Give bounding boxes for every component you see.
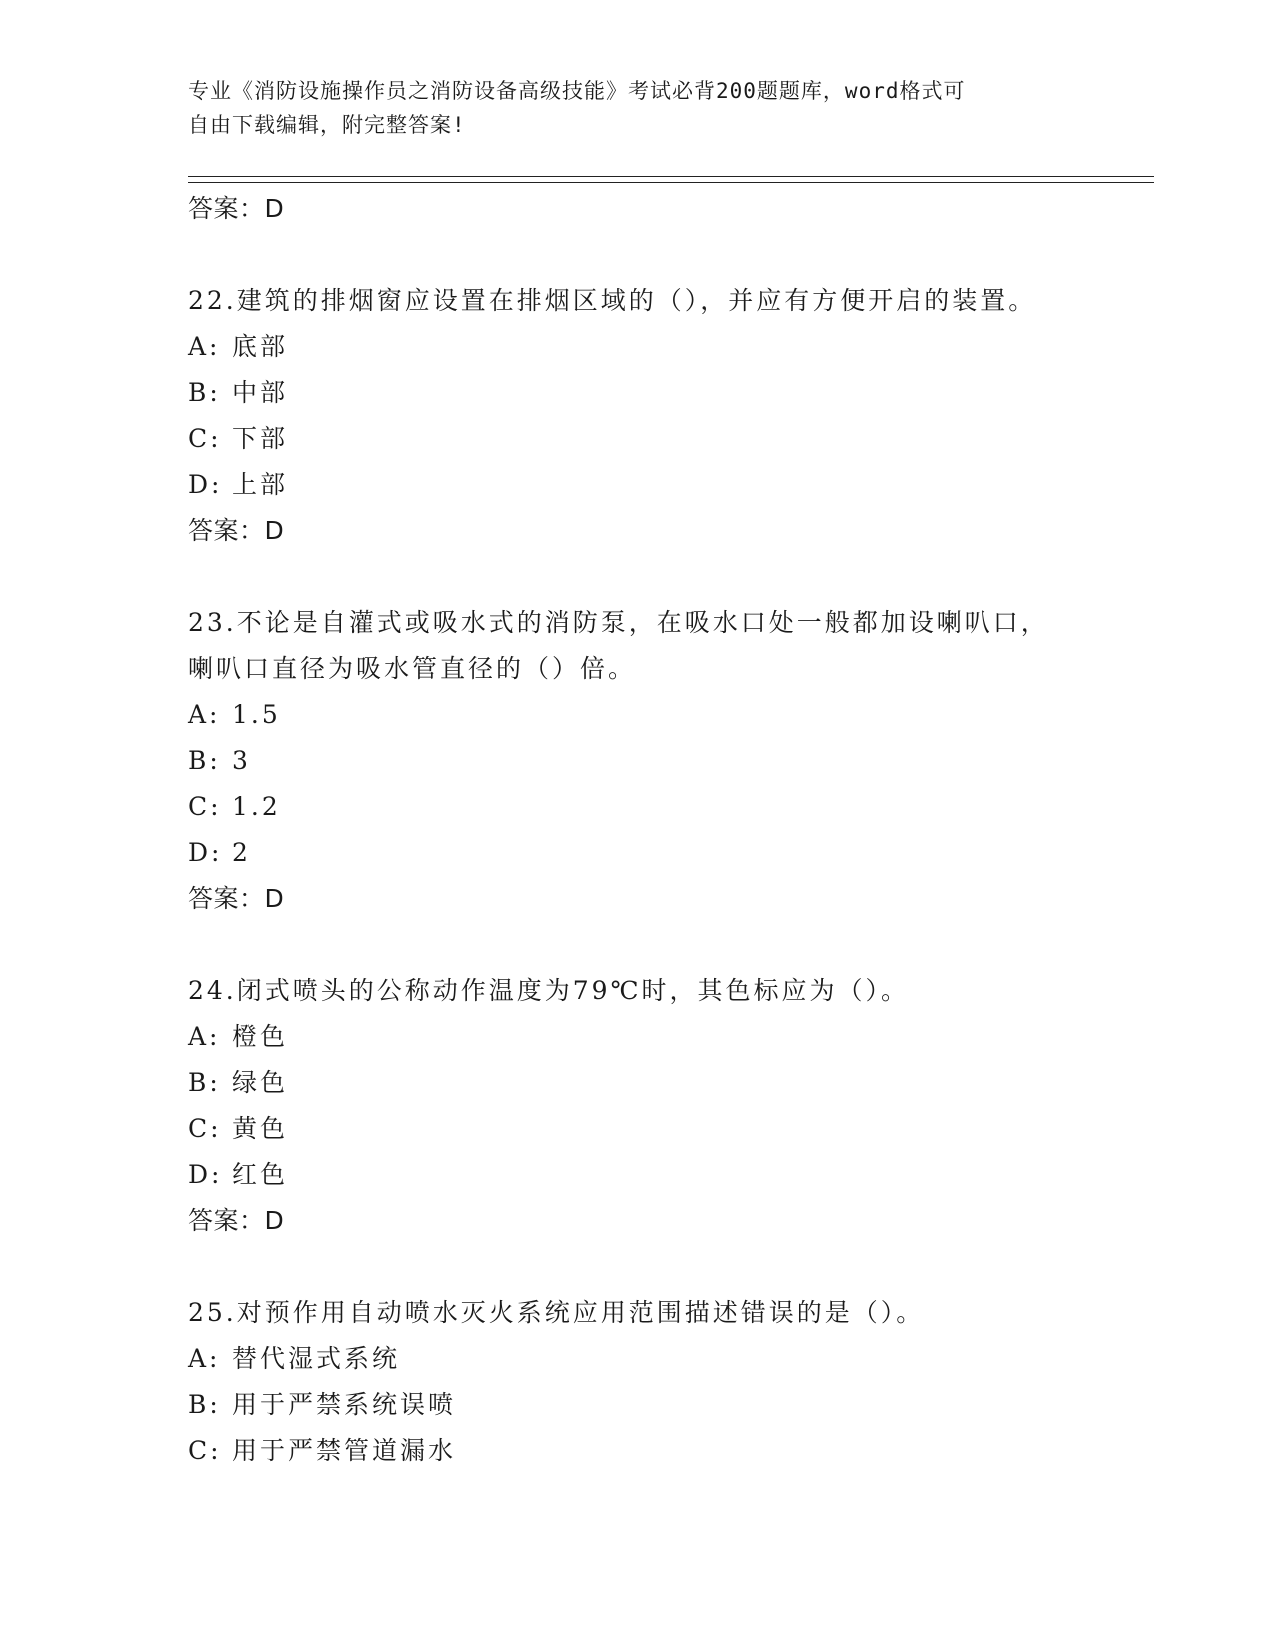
option-a: [188, 1014, 1088, 1060]
spacer: [188, 922, 1088, 968]
option-text: 替代湿式系统: [232, 1344, 401, 1373]
header-line-2: 自由下载编辑，附完整答案!: [188, 113, 466, 137]
question-text: 25.对预作用自动喷水灭火系统应用范围描述错误的是（）。: [188, 1298, 925, 1327]
option-label: A:: [188, 1022, 221, 1051]
option-text: 上部: [232, 470, 289, 499]
option-c: [188, 784, 1088, 830]
option-text: 橙色: [232, 1022, 289, 1051]
option-label: B:: [188, 1068, 221, 1097]
option-text: 3: [232, 746, 251, 775]
option-text: 用于严禁系统误喷: [232, 1390, 457, 1419]
header-rule-top: [188, 176, 1154, 177]
option-d: [188, 462, 1088, 508]
option-text: 用于严禁管道漏水: [232, 1436, 457, 1465]
question-24: [188, 968, 1088, 1244]
option-label: B:: [188, 746, 221, 775]
option-c: [188, 416, 1088, 462]
option-label: A:: [188, 1344, 221, 1373]
option-text: 绿色: [232, 1068, 289, 1097]
option-label: A:: [188, 332, 221, 361]
option-text: 2: [232, 838, 251, 867]
option-c: [188, 1428, 1088, 1474]
question-text-continued: 喇叭口直径为吸水管直径的（）倍。: [188, 654, 637, 683]
option-text: 1.5: [232, 700, 281, 729]
option-label: C:: [188, 424, 222, 453]
option-a: [188, 324, 1088, 370]
spacer: [188, 232, 1088, 278]
option-b: [188, 1382, 1088, 1428]
option-label: D:: [188, 470, 223, 499]
document-header: [188, 74, 1068, 142]
option-text: 中部: [232, 378, 289, 407]
option-text: 红色: [232, 1160, 289, 1189]
option-d: [188, 830, 1088, 876]
question-25: [188, 1290, 1088, 1474]
option-text: 下部: [232, 424, 289, 453]
header-line-1: 专业《消防设施操作员之消防设备高级技能》考试必背200题题库，word格式可: [188, 79, 966, 103]
option-text: 底部: [232, 332, 289, 361]
option-label: C:: [188, 1436, 222, 1465]
option-a: [188, 1336, 1088, 1382]
option-label: A:: [188, 700, 221, 729]
answer-line: 答案：D: [188, 1206, 285, 1235]
spacer: [188, 1244, 1088, 1290]
option-label: C:: [188, 1114, 222, 1143]
question-text: 23.不论是自灌式或吸水式的消防泵，在吸水口处一般都加设喇叭口，: [188, 608, 1049, 637]
question-text: 24.闭式喷头的公称动作温度为79℃时，其色标应为（）。: [188, 976, 910, 1005]
question-list: [188, 186, 1088, 1474]
option-c: [188, 1106, 1088, 1152]
question-22: [188, 278, 1088, 554]
question-text: 22.建筑的排烟窗应设置在排烟区域的（），并应有方便开启的装置。: [188, 286, 1037, 315]
question-23: [188, 600, 1088, 922]
option-b: [188, 1060, 1088, 1106]
option-label: C:: [188, 792, 222, 821]
option-label: B:: [188, 1390, 221, 1419]
option-text: 黄色: [232, 1114, 289, 1143]
option-label: D:: [188, 838, 223, 867]
option-b: [188, 370, 1088, 416]
answer-line: 答案：D: [188, 516, 285, 545]
header-rule-bottom: [188, 182, 1154, 183]
answer-line: 答案：D: [188, 884, 285, 913]
option-label: B:: [188, 378, 221, 407]
option-b: [188, 738, 1088, 784]
option-label: D:: [188, 1160, 223, 1189]
spacer: [188, 554, 1088, 600]
answer-line: 答案：D: [188, 194, 285, 223]
option-a: [188, 692, 1088, 738]
option-text: 1.2: [232, 792, 281, 821]
option-d: [188, 1152, 1088, 1198]
